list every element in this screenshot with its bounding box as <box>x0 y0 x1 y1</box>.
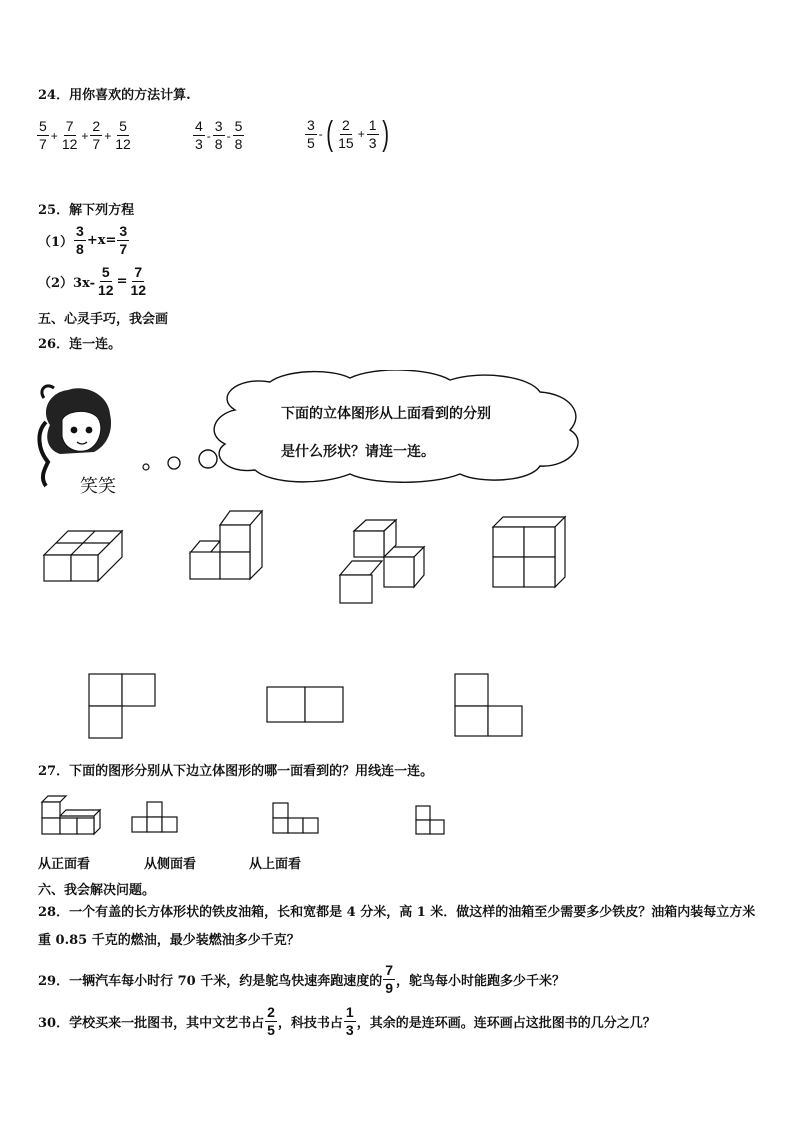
q27-title: 27．下面的图形分别从下边立体图形的哪一面看到的？用线连一连。 <box>38 764 434 779</box>
fraction: $\frac{5}{12}$ <box>98 264 114 298</box>
q25-title: 25．解下列方程 <box>38 203 135 218</box>
section-5-title: 五、心灵手巧，我会画 <box>38 312 169 327</box>
solid-shape-4 <box>493 517 565 587</box>
bubble-text-line-2: 是什么形状？请连一连。 <box>281 444 435 460</box>
q24-title: 24．用你喜欢的方法计算. <box>38 88 191 103</box>
fraction: $\frac{2}{15}$ <box>338 116 354 151</box>
q30-text: 30．学校买来一批图书，其中文艺书占 $\frac{2}{5}$ ，科技书占 $\frac{1}{3}$ ，其余的是连环画。连环画占这批图书的几分之几？ <box>38 1004 656 1038</box>
solid-shape-3 <box>340 520 424 603</box>
q29-text: 29．一辆汽车每小时行 70 千米，约是鸵鸟快速奔跑速度的 $\frac{7}{9}$ ，鸵鸟每小时能跑多少千米？ <box>38 962 566 996</box>
bubble-text-line-1: 下面的立体图形从上面看到的分别 <box>281 406 491 422</box>
thought-bubble-large <box>199 450 217 468</box>
fraction: $\frac{2}{5}$ <box>267 1004 275 1038</box>
solid-shape-2 <box>190 511 262 579</box>
q26-title: 26．连一连。 <box>38 337 122 352</box>
left-parenthesis: ( <box>326 115 333 153</box>
section-6-title: 六、我会解决问题。 <box>38 883 156 898</box>
q27-view-shape-2 <box>273 803 318 833</box>
q28-text: 28．一个有盖的长方体形状的铁皮油箱，长和宽都是 4 分米，高 1 米．做这样的油箱至少需要多少铁皮？油箱内装每立方米重 0.85 千克的燃油，最少装燃油多少千克？ <box>38 905 756 948</box>
girl-icon <box>39 386 111 486</box>
girl-label: 笑笑 <box>80 476 116 497</box>
q26-solids-row <box>0 505 794 610</box>
view-label-front: 从正面看 <box>38 857 91 872</box>
solid-shape-1 <box>44 531 122 581</box>
thought-bubble-small <box>143 464 149 470</box>
fraction: $\frac{1}{3}$ <box>368 116 377 151</box>
top-view-shape-1 <box>89 674 155 738</box>
q24-expression-2: $\frac{4}{3}$ - $\frac{3}{8}$ - $\frac{5}{8}$ <box>195 118 243 152</box>
fraction: $\frac{1}{3}$ <box>345 1004 354 1038</box>
q27-shapes-row <box>0 788 794 840</box>
q26-top-views-row <box>0 668 794 740</box>
q24-expression-3: $\frac{3}{5}$ - ( $\frac{2}{15}$ + $\frac{1}{3}$ ) <box>307 115 389 153</box>
q25-equation-1: （1） $\frac{3}{8}$ +x= $\frac{3}{7}$ <box>38 223 128 257</box>
top-view-shape-2 <box>267 687 343 722</box>
fraction: $\frac{3}{7}$ <box>119 223 128 257</box>
q24-expression-1: $\frac{5}{7}$ + $\frac{7}{12}$ + $\frac{2}{7}$ + $\frac{5}{12}$ <box>39 118 131 152</box>
view-label-side: 从侧面看 <box>144 857 197 872</box>
thought-cloud <box>214 370 578 482</box>
fraction: $\frac{5}{7}$ <box>39 118 47 152</box>
fraction: $\frac{4}{3}$ <box>195 118 203 152</box>
view-label-top: 从上面看 <box>249 857 302 872</box>
fraction: $\frac{7}{12}$ <box>130 264 147 298</box>
q27-solid-shape <box>42 796 100 834</box>
fraction: $\frac{7}{12}$ <box>61 118 78 152</box>
fraction: $\frac{2}{7}$ <box>92 118 101 152</box>
fraction: $\frac{3}{8}$ <box>76 223 84 257</box>
top-view-shape-3 <box>455 674 522 736</box>
thought-bubble-medium <box>168 457 180 469</box>
fraction: $\frac{5}{8}$ <box>234 118 243 152</box>
fraction: $\frac{5}{12}$ <box>115 118 131 152</box>
fraction: $\frac{3}{8}$ <box>214 118 223 152</box>
q25-equation-2: （2）3x- $\frac{5}{12}$ = $\frac{7}{12}$ <box>38 264 147 298</box>
q27-view-shape-1 <box>132 802 177 832</box>
fraction: $\frac{3}{5}$ <box>307 116 315 151</box>
fraction: $\frac{7}{9}$ <box>385 962 394 996</box>
right-parenthesis: ) <box>381 115 389 153</box>
q27-view-shape-3 <box>416 806 444 834</box>
